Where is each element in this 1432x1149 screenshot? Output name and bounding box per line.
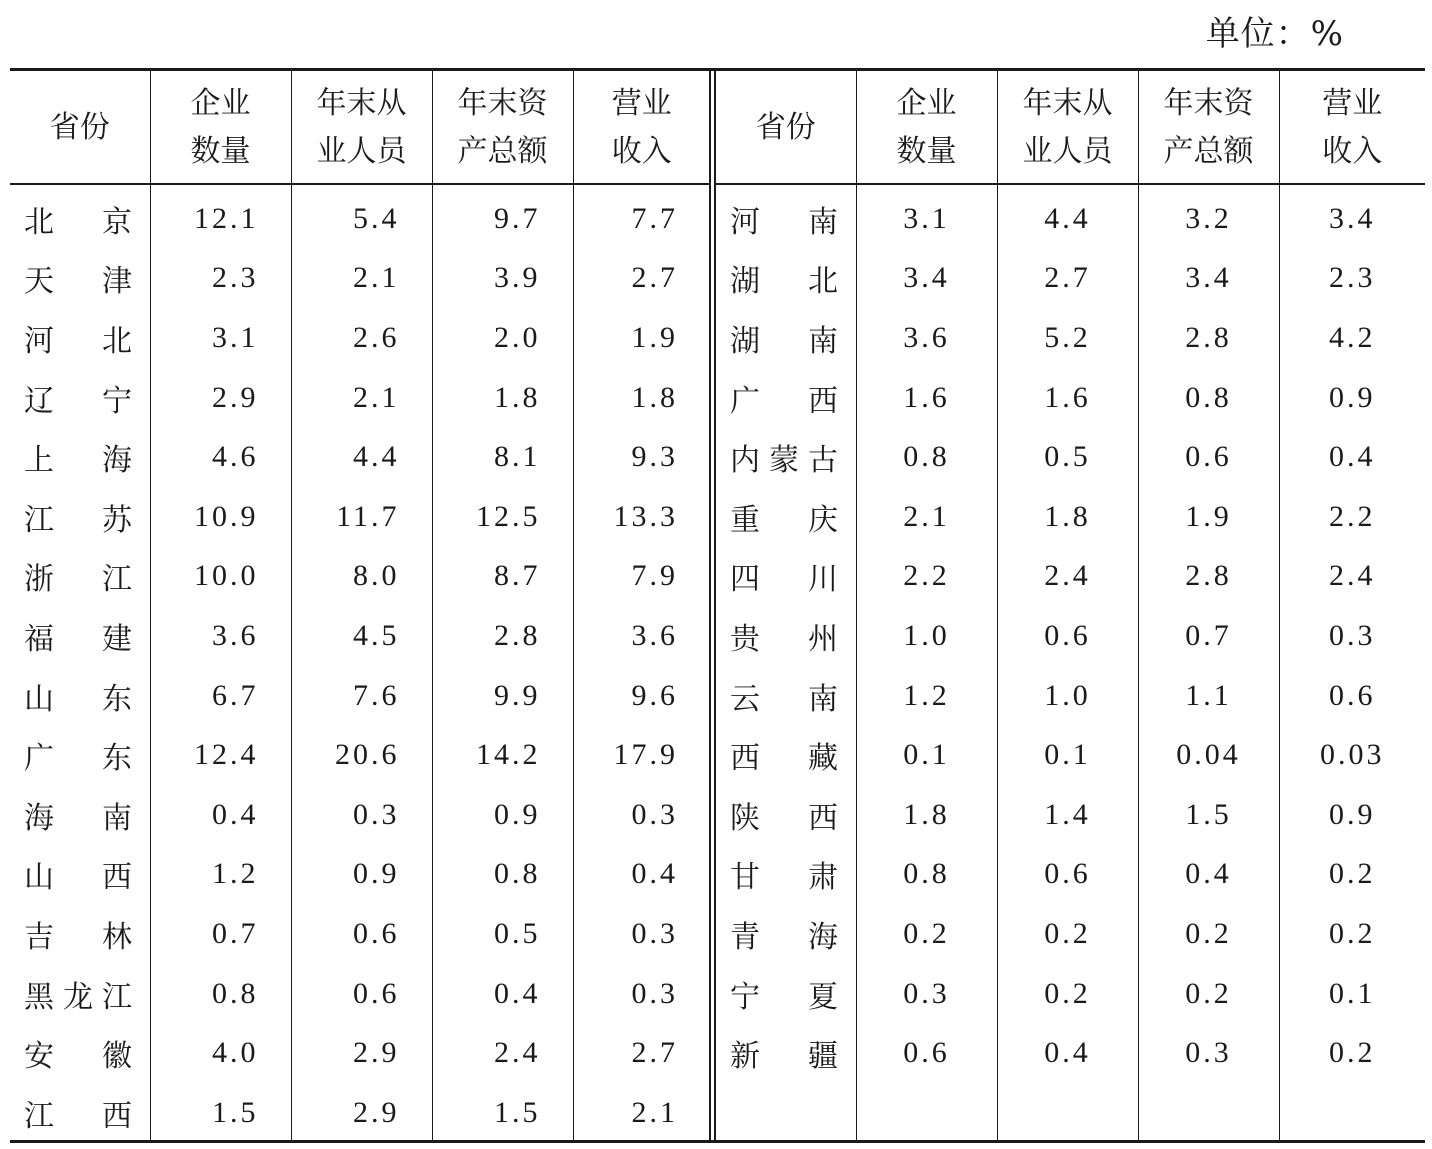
province-char: 西: [730, 741, 760, 777]
province-char: 南: [808, 323, 838, 359]
assets-cell: 2.8: [432, 606, 573, 666]
province-char: 江: [102, 562, 132, 598]
province-char: 四: [730, 562, 760, 598]
employees-cell: 0.6: [291, 904, 432, 964]
revenue-cell: 3.4: [1279, 184, 1425, 249]
assets-cell: 0.3: [1138, 1023, 1279, 1083]
province-char: 林: [102, 919, 132, 955]
province-char: 陕: [730, 800, 760, 836]
enterprise-count-cell: 1.2: [150, 845, 291, 905]
revenue-cell: 2.7: [573, 249, 710, 309]
province-char: 贵: [730, 621, 760, 657]
province-char: 江: [102, 979, 132, 1015]
table-row: [10, 308, 710, 368]
table-row: [716, 785, 1425, 845]
province-char: 广: [24, 741, 54, 777]
province-char: 重: [730, 502, 760, 538]
assets-cell: 0.2: [1138, 964, 1279, 1024]
double-separator: [709, 68, 716, 1143]
province-cell: [10, 308, 150, 368]
table-row: [10, 184, 710, 249]
enterprise-count-cell: 3.4: [856, 249, 997, 309]
enterprise-count-cell: 1.2: [856, 666, 997, 726]
header-enterprise-count: 企业 数量: [150, 68, 291, 184]
province-char: 西: [102, 860, 132, 896]
province-cell: [716, 785, 856, 845]
province-char: 海: [24, 800, 54, 836]
enterprise-count-cell: 1.8: [856, 785, 997, 845]
table-row: [10, 249, 710, 309]
province-char: 宁: [102, 383, 132, 419]
employees-cell: 5.2: [997, 308, 1138, 368]
enterprise-count-cell: 2.3: [150, 249, 291, 309]
employees-cell: 0.1: [997, 725, 1138, 785]
assets-cell: 0.4: [1138, 845, 1279, 905]
revenue-cell: 0.1: [1279, 964, 1425, 1024]
data-table: [10, 68, 1425, 1143]
table-row: [10, 368, 710, 428]
province-char: 川: [808, 562, 838, 598]
province-char: 新: [730, 1039, 760, 1075]
province-cell: [716, 368, 856, 428]
table-row: [10, 666, 710, 726]
province-char: 福: [24, 621, 54, 657]
table-row: [716, 904, 1425, 964]
enterprise-count-cell: 0.4: [150, 785, 291, 845]
enterprise-count-cell: 0.8: [150, 964, 291, 1024]
employees-cell: 0.5: [997, 427, 1138, 487]
header-row: [10, 68, 710, 184]
table-row: [716, 845, 1425, 905]
province-cell: [716, 487, 856, 547]
revenue-cell: 1.9: [573, 308, 710, 368]
assets-cell: 2.8: [1138, 308, 1279, 368]
unit-label: 单位：%: [1205, 14, 1344, 54]
province-cell: [716, 606, 856, 666]
table-row: [10, 547, 710, 607]
province-char: 西: [808, 383, 838, 419]
table-row: [716, 547, 1425, 607]
assets-cell: 1.5: [1138, 785, 1279, 845]
employees-cell: 2.1: [291, 368, 432, 428]
province-char: 山: [24, 681, 54, 717]
enterprise-count-cell: 2.2: [856, 547, 997, 607]
revenue-cell: 0.6: [1279, 666, 1425, 726]
province-char: 海: [808, 919, 838, 955]
revenue-cell: 1.8: [573, 368, 710, 428]
assets-cell: 0.04: [1138, 725, 1279, 785]
employees-cell: 0.6: [997, 606, 1138, 666]
assets-cell: 3.2: [1138, 184, 1279, 249]
enterprise-count-cell: 10.0: [150, 547, 291, 607]
province-char: 海: [102, 443, 132, 479]
province-cell: [10, 666, 150, 726]
revenue-cell: 3.6: [573, 606, 710, 666]
revenue-cell: 13.3: [573, 487, 710, 547]
assets-cell: 0.4: [432, 964, 573, 1024]
province-char: 龙: [63, 979, 93, 1015]
enterprise-count-cell: 3.6: [150, 606, 291, 666]
province-char: 河: [24, 323, 54, 359]
assets-cell: 1.1: [1138, 666, 1279, 726]
enterprise-count-cell: 2.9: [150, 368, 291, 428]
assets-cell: 0.9: [432, 785, 573, 845]
table-row: [716, 1083, 1425, 1143]
assets-cell: 14.2: [432, 725, 573, 785]
province-char: 黑: [24, 979, 54, 1015]
province-char: 蒙: [769, 443, 799, 479]
province-cell: [10, 184, 150, 249]
assets-cell: 0.7: [1138, 606, 1279, 666]
employees-cell: 0.4: [997, 1023, 1138, 1083]
province-char: 古: [808, 443, 838, 479]
employees-cell: 0.6: [997, 845, 1138, 905]
revenue-cell: 2.7: [573, 1023, 710, 1083]
province-cell: [716, 904, 856, 964]
revenue-cell: 0.2: [1279, 904, 1425, 964]
province-char: 北: [808, 264, 838, 300]
province-cell: [716, 1083, 856, 1143]
province-char: 东: [102, 681, 132, 717]
employees-cell: 2.4: [997, 547, 1138, 607]
employees-cell: 2.9: [291, 1083, 432, 1143]
table-row: [10, 606, 710, 666]
enterprise-count-cell: 2.1: [856, 487, 997, 547]
province-char: 云: [730, 681, 760, 717]
assets-cell: 0.5: [432, 904, 573, 964]
employees-cell: 2.1: [291, 249, 432, 309]
province-char: 藏: [808, 741, 838, 777]
province-char: 吉: [24, 919, 54, 955]
table-row: [716, 427, 1425, 487]
revenue-cell: [1279, 1083, 1425, 1143]
table-right: [716, 68, 1425, 1143]
province-cell: [10, 785, 150, 845]
employees-cell: 5.4: [291, 184, 432, 249]
enterprise-count-cell: 0.1: [856, 725, 997, 785]
province-cell: [10, 1023, 150, 1083]
province-char: 夏: [808, 979, 838, 1015]
employees-cell: 0.9: [291, 845, 432, 905]
table-row: [10, 487, 710, 547]
employees-cell: 11.7: [291, 487, 432, 547]
province-cell: [716, 308, 856, 368]
revenue-cell: 17.9: [573, 725, 710, 785]
assets-cell: 12.5: [432, 487, 573, 547]
employees-cell: 1.6: [997, 368, 1138, 428]
assets-cell: 0.2: [1138, 904, 1279, 964]
header-assets: 年末资 产总额: [432, 68, 573, 184]
province-cell: [716, 547, 856, 607]
revenue-cell: 2.3: [1279, 249, 1425, 309]
table-row: [716, 368, 1425, 428]
assets-cell: 0.8: [432, 845, 573, 905]
province-char: 徽: [102, 1039, 132, 1075]
employees-cell: 4.4: [997, 184, 1138, 249]
province-char: 浙: [24, 562, 54, 598]
header-enterprise-count: 企业 数量: [856, 68, 997, 184]
province-cell: [10, 368, 150, 428]
province-cell: [716, 845, 856, 905]
employees-cell: 0.6: [291, 964, 432, 1024]
enterprise-count-cell: 0.7: [150, 904, 291, 964]
assets-cell: 2.0: [432, 308, 573, 368]
province-cell: [716, 964, 856, 1024]
table-row: [716, 725, 1425, 785]
enterprise-count-cell: 0.3: [856, 964, 997, 1024]
revenue-cell: 7.9: [573, 547, 710, 607]
enterprise-count-cell: 0.8: [856, 845, 997, 905]
table-row: [716, 308, 1425, 368]
employees-cell: 4.5: [291, 606, 432, 666]
province-char: 广: [730, 383, 760, 419]
enterprise-count-cell: 1.5: [150, 1083, 291, 1143]
assets-cell: 1.5: [432, 1083, 573, 1143]
employees-cell: [997, 1083, 1138, 1143]
province-char: 辽: [24, 383, 54, 419]
assets-cell: 2.8: [1138, 547, 1279, 607]
province-cell: [716, 427, 856, 487]
revenue-cell: 0.2: [1279, 845, 1425, 905]
employees-cell: 2.7: [997, 249, 1138, 309]
header-row: [716, 68, 1425, 184]
province-char: 肃: [808, 860, 838, 896]
province-char: 西: [102, 1098, 132, 1134]
employees-cell: 7.6: [291, 666, 432, 726]
table-row: [716, 666, 1425, 726]
province-cell: [10, 487, 150, 547]
province-char: 河: [730, 204, 760, 240]
employees-cell: 0.2: [997, 904, 1138, 964]
province-char: 宁: [730, 979, 760, 1015]
province-char: 西: [808, 800, 838, 836]
enterprise-count-cell: 3.6: [856, 308, 997, 368]
province-char: 庆: [808, 502, 838, 538]
assets-cell: 8.1: [432, 427, 573, 487]
header-revenue: 营业 收入: [573, 68, 710, 184]
employees-cell: 0.2: [997, 964, 1138, 1024]
province-char: 内: [730, 443, 760, 479]
province-char: 湖: [730, 323, 760, 359]
assets-cell: [1138, 1083, 1279, 1143]
table-row: [10, 1023, 710, 1083]
province-char: 天: [24, 264, 54, 300]
header-province: 省份: [10, 68, 150, 184]
assets-cell: 8.7: [432, 547, 573, 607]
revenue-cell: 0.3: [573, 904, 710, 964]
assets-cell: 9.7: [432, 184, 573, 249]
header-employees: 年末从 业人员: [291, 68, 432, 184]
revenue-cell: 9.3: [573, 427, 710, 487]
province-char: 上: [24, 443, 54, 479]
enterprise-count-cell: 3.1: [150, 308, 291, 368]
province-char: 疆: [808, 1039, 838, 1075]
province-cell: [10, 427, 150, 487]
revenue-cell: 0.3: [1279, 606, 1425, 666]
table-row: [716, 184, 1425, 249]
header-employees: 年末从 业人员: [997, 68, 1138, 184]
bottom-rule: [10, 1140, 1425, 1143]
revenue-cell: 0.9: [1279, 785, 1425, 845]
province-char: 北: [24, 204, 54, 240]
revenue-cell: 0.9: [1279, 368, 1425, 428]
enterprise-count-cell: 12.1: [150, 184, 291, 249]
province-cell: [716, 1023, 856, 1083]
enterprise-count-cell: 4.6: [150, 427, 291, 487]
revenue-cell: 9.6: [573, 666, 710, 726]
province-char: 南: [808, 681, 838, 717]
enterprise-count-cell: 0.8: [856, 427, 997, 487]
province-cell: [716, 666, 856, 726]
header-assets: 年末资 产总额: [1138, 68, 1279, 184]
assets-cell: 0.8: [1138, 368, 1279, 428]
province-cell: [10, 904, 150, 964]
province-cell: [10, 725, 150, 785]
employees-cell: 0.3: [291, 785, 432, 845]
province-char: 江: [24, 502, 54, 538]
assets-cell: 2.4: [432, 1023, 573, 1083]
table-row: [10, 1083, 710, 1143]
revenue-cell: 2.1: [573, 1083, 710, 1143]
revenue-cell: 7.7: [573, 184, 710, 249]
enterprise-count-cell: 4.0: [150, 1023, 291, 1083]
revenue-cell: 0.03: [1279, 725, 1425, 785]
province-char: 京: [102, 204, 132, 240]
revenue-cell: 0.4: [573, 845, 710, 905]
province-char: 北: [102, 323, 132, 359]
employees-cell: 2.9: [291, 1023, 432, 1083]
table-row: [10, 785, 710, 845]
province-cell: [10, 1083, 150, 1143]
table-row: [10, 427, 710, 487]
province-char: 苏: [102, 502, 132, 538]
table-row: [10, 725, 710, 785]
enterprise-count-cell: 6.7: [150, 666, 291, 726]
table-row: [716, 487, 1425, 547]
enterprise-count-cell: 3.1: [856, 184, 997, 249]
revenue-cell: 0.4: [1279, 427, 1425, 487]
employees-cell: 8.0: [291, 547, 432, 607]
province-char: 东: [102, 741, 132, 777]
employees-cell: 2.6: [291, 308, 432, 368]
province-char: 津: [102, 264, 132, 300]
assets-cell: 3.9: [432, 249, 573, 309]
enterprise-count-cell: 10.9: [150, 487, 291, 547]
assets-cell: 1.8: [432, 368, 573, 428]
province-char: 山: [24, 860, 54, 896]
province-cell: [10, 845, 150, 905]
assets-cell: 0.6: [1138, 427, 1279, 487]
enterprise-count-cell: 12.4: [150, 725, 291, 785]
revenue-cell: 0.3: [573, 964, 710, 1024]
enterprise-count-cell: 0.2: [856, 904, 997, 964]
province-char: 南: [808, 204, 838, 240]
province-cell: [10, 964, 150, 1024]
province-cell: [10, 249, 150, 309]
table-left: [10, 68, 710, 1143]
assets-cell: 9.9: [432, 666, 573, 726]
table-row: [10, 845, 710, 905]
table-row: [716, 1023, 1425, 1083]
revenue-cell: 0.2: [1279, 1023, 1425, 1083]
assets-cell: 1.9: [1138, 487, 1279, 547]
province-char: 甘: [730, 860, 760, 896]
header-province: 省份: [716, 68, 856, 184]
revenue-cell: 2.4: [1279, 547, 1425, 607]
province-cell: [10, 547, 150, 607]
enterprise-count-cell: 0.6: [856, 1023, 997, 1083]
province-char: 湖: [730, 264, 760, 300]
enterprise-count-cell: 1.6: [856, 368, 997, 428]
revenue-cell: 0.3: [573, 785, 710, 845]
revenue-cell: 2.2: [1279, 487, 1425, 547]
table-row: [716, 249, 1425, 309]
enterprise-count-cell: [856, 1083, 997, 1143]
province-char: 青: [730, 919, 760, 955]
province-char: 南: [102, 800, 132, 836]
enterprise-count-cell: 1.0: [856, 606, 997, 666]
employees-cell: 20.6: [291, 725, 432, 785]
table-row: [10, 964, 710, 1024]
revenue-cell: 4.2: [1279, 308, 1425, 368]
province-char: 江: [24, 1098, 54, 1134]
header-revenue: 营业 收入: [1279, 68, 1425, 184]
table-row: [716, 964, 1425, 1024]
province-cell: [716, 249, 856, 309]
province-char: 建: [102, 621, 132, 657]
province-char: 安: [24, 1039, 54, 1075]
table-row: [10, 904, 710, 964]
employees-cell: 1.4: [997, 785, 1138, 845]
province-cell: [716, 184, 856, 249]
province-cell: [10, 606, 150, 666]
employees-cell: 1.8: [997, 487, 1138, 547]
table-row: [716, 606, 1425, 666]
employees-cell: 1.0: [997, 666, 1138, 726]
assets-cell: 3.4: [1138, 249, 1279, 309]
employees-cell: 4.4: [291, 427, 432, 487]
province-cell: [716, 725, 856, 785]
province-char: 州: [808, 621, 838, 657]
